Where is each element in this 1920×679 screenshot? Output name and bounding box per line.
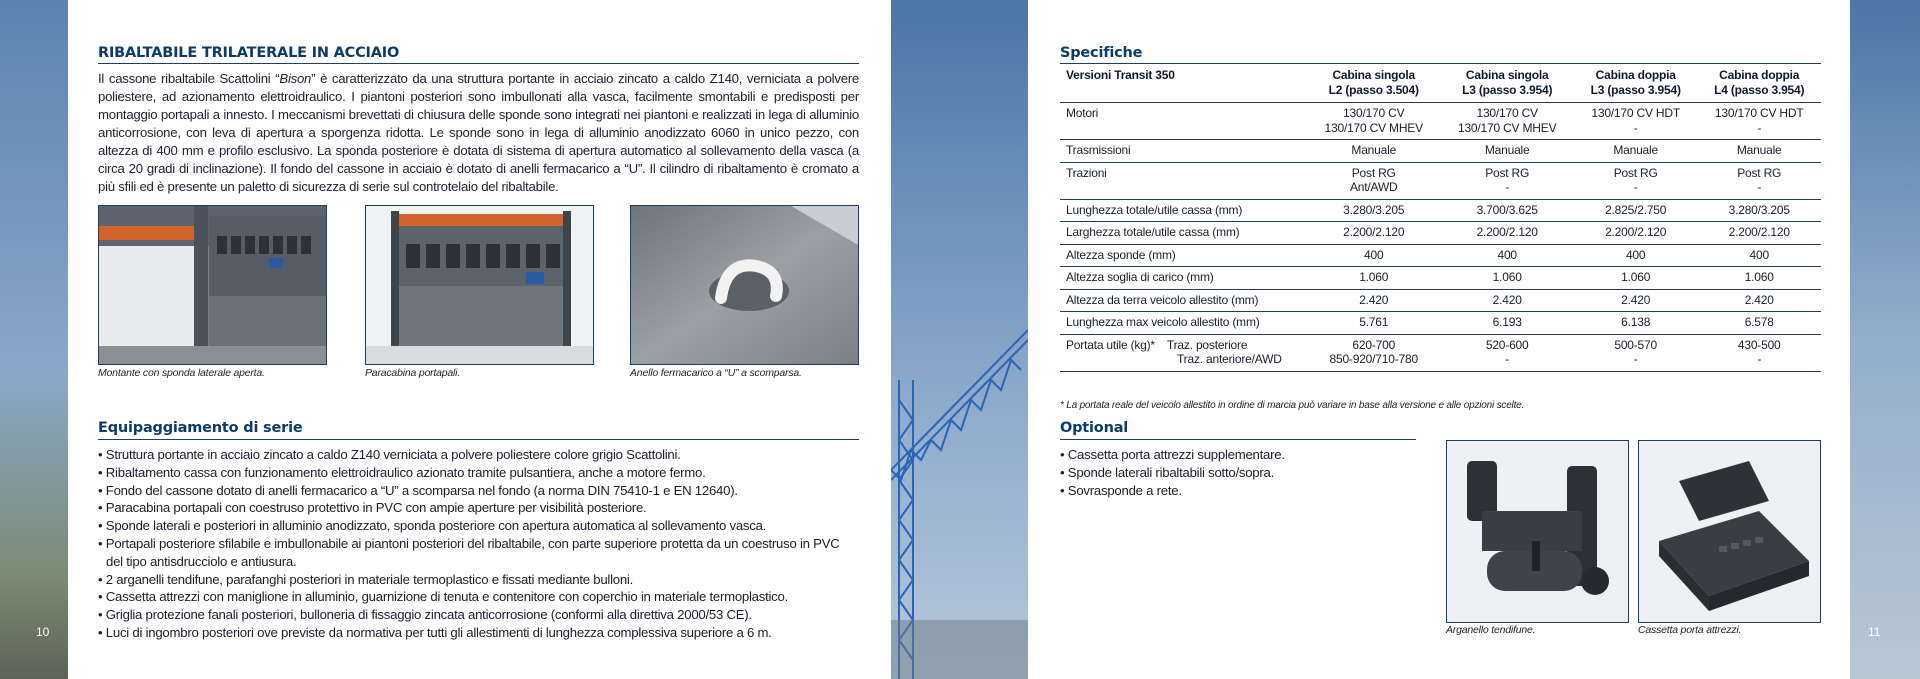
cell-line: 2.825/2.750 bbox=[1605, 202, 1667, 217]
description-text-rest: ” è caratterizzato da una struttura portante in acciaio zincato a caldo Z140, verniciata a polvere poliestere, ad azionamento elettroidraulico. I piantoni posteriori sono imbullonati alla vasca, facilmente smontabili e predisposti per montaggio portapali a innesto. I meccanismi brevettati di chiusura delle sponde sono integrati nei piantoni e realizzati in lega di alluminio anticorrosione, con leva di apertura a sporgenza ridotta. Le sponde sono in lega di alluminio anodizzato 6060 in unico pezzo, con altezza di 400 mm e profilo esclusivo. La sponda posteriore è dotata di sistema di apertura automatico al sollevamento della vasca (a circa 20 gradi di inclinazione). Il fondo del cassone in acciaio è dotato di anelli fermacarico a “U”. Il cilindro di ribaltamento è cromato a più sfili ed è presente un paletto di sicurezza di serie sul controtelaio del ribaltabile. bbox=[98, 71, 860, 194]
cell-line: 2.200/2.120 bbox=[1728, 225, 1790, 239]
list-item: • Sponde laterali e posteriori in alluminio anodizzato, sponda posteriore con apertura automatica al sollevamento vasca. bbox=[98, 517, 859, 535]
cell-line: Post RG bbox=[1351, 165, 1396, 180]
column-header-line1: Cabina singola bbox=[1332, 68, 1415, 82]
row-label: Larghezza totale/utile cassa (mm) bbox=[1060, 222, 1307, 245]
table-footnote: * La portata reale del veicolo allestito in ordine di marcia può variare in base alla versione e alle opzioni scelte. bbox=[1060, 400, 1525, 411]
cell-line: 2.200/2.120 bbox=[1476, 225, 1538, 239]
description-brand-name: Bison bbox=[279, 71, 312, 86]
table-cell bbox=[1697, 312, 1821, 335]
cell-line: - bbox=[1757, 120, 1762, 135]
specifications-title: Specifiche bbox=[1060, 45, 1143, 61]
right-page bbox=[1028, 0, 1850, 679]
cell-line: Ant/AWD bbox=[1349, 180, 1398, 194]
column-header bbox=[1574, 64, 1698, 103]
photo-arganello bbox=[1446, 440, 1629, 623]
cell-line: 1.060 bbox=[1621, 270, 1651, 284]
column-header-line2: L2 (passo 3.504) bbox=[1328, 82, 1419, 97]
table-cell bbox=[1697, 244, 1821, 267]
payload-label-cell bbox=[1060, 334, 1307, 371]
photo-anello-fermacarico bbox=[630, 205, 859, 365]
divider bbox=[98, 63, 859, 64]
section-title-ribaltabile: RIBALTABILE TRILATERALE IN ACCIAIO bbox=[98, 45, 400, 61]
table-cell bbox=[1697, 140, 1821, 163]
table-row bbox=[1060, 312, 1821, 335]
table-cell bbox=[1574, 199, 1698, 222]
equipment-list bbox=[98, 446, 859, 642]
cell-line: 6.193 bbox=[1492, 315, 1522, 329]
table-cell bbox=[1574, 140, 1698, 163]
cell-line: - bbox=[1757, 352, 1762, 366]
table-cell bbox=[1574, 162, 1698, 199]
table-cell bbox=[1440, 103, 1573, 140]
row-label: Motori bbox=[1060, 103, 1307, 140]
table-cell bbox=[1440, 162, 1573, 199]
payload-label: Portata utile (kg)* bbox=[1066, 337, 1155, 352]
cell-line: Post RG bbox=[1613, 165, 1658, 180]
cell-line: 2.420 bbox=[1492, 292, 1522, 307]
cell-line: 130/170 CV bbox=[1476, 106, 1538, 120]
table-row bbox=[1060, 244, 1821, 267]
cell-line: 130/170 CV MHEV bbox=[1457, 120, 1557, 135]
cell-line: 1.060 bbox=[1744, 270, 1774, 284]
cell-line: 3.280/3.205 bbox=[1728, 202, 1790, 217]
row-label: Altezza sponde (mm) bbox=[1060, 244, 1307, 267]
cell-line: 2.200/2.120 bbox=[1605, 225, 1667, 239]
cell-line: Manuale bbox=[1484, 143, 1530, 157]
table-cell bbox=[1307, 162, 1440, 199]
table-row bbox=[1060, 267, 1821, 290]
cell-line: 850-920/710-780 bbox=[1329, 352, 1418, 366]
table-cell bbox=[1307, 334, 1440, 371]
table-cell bbox=[1440, 312, 1573, 335]
specifications-body bbox=[1060, 103, 1821, 335]
table-cell bbox=[1574, 267, 1698, 290]
cell-line: 500-570 bbox=[1614, 337, 1657, 352]
table-cell bbox=[1307, 312, 1440, 335]
table-cell bbox=[1574, 244, 1698, 267]
photo-cassetta bbox=[1638, 440, 1821, 623]
row-label: Trazioni bbox=[1060, 162, 1307, 199]
cell-line: 2.200/2.120 bbox=[1343, 225, 1405, 239]
cell-line: 1.060 bbox=[1359, 270, 1389, 284]
divider bbox=[1060, 439, 1416, 440]
row-label: Trasmissioni bbox=[1060, 140, 1307, 163]
table-cell bbox=[1697, 199, 1821, 222]
cell-line: - bbox=[1757, 180, 1762, 194]
table-cell bbox=[1440, 199, 1573, 222]
column-header bbox=[1697, 64, 1821, 103]
table-cell bbox=[1440, 289, 1573, 312]
cell-line: 5.761 bbox=[1359, 315, 1389, 329]
table-cell bbox=[1307, 199, 1440, 222]
table-row bbox=[1060, 162, 1821, 199]
table-cell bbox=[1574, 289, 1698, 312]
page-number-right: 11 bbox=[1868, 625, 1881, 639]
column-header-line2: L3 (passo 3.954) bbox=[1590, 82, 1681, 97]
cell-line: 2.420 bbox=[1744, 292, 1774, 307]
optional-title: Optional bbox=[1060, 420, 1129, 436]
cell-line: 130/170 CV bbox=[1343, 106, 1405, 120]
list-item: • Ribaltamento cassa con funzionamento elettroidraulico azionato tramite pulsantiera, anche a motore fermo. bbox=[98, 464, 859, 482]
cell-line: 130/170 CV HDT bbox=[1591, 106, 1680, 120]
column-header-line1: Cabina singola bbox=[1465, 68, 1549, 82]
list-item: • Cassetta porta attrezzi supplementare. bbox=[1060, 446, 1285, 464]
section-title-equipaggiamento: Equipaggiamento di serie bbox=[98, 420, 303, 436]
cell-line: 1.060 bbox=[1492, 270, 1522, 284]
table-row bbox=[1060, 140, 1821, 163]
table-cell bbox=[1440, 334, 1573, 371]
cell-line: 2.420 bbox=[1621, 292, 1651, 307]
cell-line: 3.700/3.625 bbox=[1476, 202, 1538, 217]
crane-illustration bbox=[891, 0, 1028, 679]
cell-line: 130/170 CV HDT bbox=[1714, 106, 1804, 120]
photo-caption: Cassetta porta attrezzi. bbox=[1638, 624, 1742, 636]
cell-line: 3.280/3.205 bbox=[1343, 202, 1405, 217]
specifications-table bbox=[1060, 63, 1821, 372]
table-cell bbox=[1574, 103, 1698, 140]
cell-line: 400 bbox=[1364, 247, 1384, 262]
cell-line: 620-700 bbox=[1352, 337, 1396, 352]
background-left-strip bbox=[0, 0, 68, 679]
page-number-left: 10 bbox=[36, 625, 50, 639]
description-text-start: Il cassone ribaltabile Scattolini “ bbox=[98, 71, 280, 86]
table-cell bbox=[1574, 312, 1698, 335]
cell-line: - bbox=[1633, 352, 1638, 366]
column-header bbox=[1307, 64, 1440, 103]
cell-line: 130/170 CV MHEV bbox=[1324, 120, 1423, 135]
table-row bbox=[1060, 289, 1821, 312]
cell-line: - bbox=[1633, 120, 1638, 135]
table-cell bbox=[1440, 222, 1573, 245]
table-cell bbox=[1697, 103, 1821, 140]
cell-line: 400 bbox=[1497, 247, 1517, 262]
payload-sub1: Traz. posteriore bbox=[1166, 337, 1248, 352]
table-cell bbox=[1574, 222, 1698, 245]
row-label: Lunghezza totale/utile cassa (mm) bbox=[1060, 199, 1307, 222]
column-header-line2: L4 (passo 3.954) bbox=[1714, 82, 1805, 97]
table-cell bbox=[1307, 103, 1440, 140]
list-item: • Luci di ingombro posteriori ove previste da normativa per tutti gli allestimenti di lunghezza complessiva superiore a 6 m. bbox=[98, 624, 859, 642]
list-item: • Fondo del cassone dotato di anelli fermacarico a “U” a scomparsa nel fondo (a norma DIN 75410-1 e EN 12640). bbox=[98, 482, 859, 500]
column-header-line1: Cabina doppia bbox=[1595, 68, 1676, 82]
table-row bbox=[1060, 199, 1821, 222]
table-row-payload bbox=[1060, 334, 1821, 371]
cell-line: - bbox=[1505, 180, 1510, 194]
table-header-row bbox=[1060, 64, 1821, 103]
table-header-label: Versioni Transit 350 bbox=[1060, 64, 1307, 103]
optional-list bbox=[1060, 446, 1285, 499]
list-item: • Struttura portante in acciaio zincato a caldo Z140 verniciata a polvere poliestere colore grigio Scattolini. bbox=[98, 446, 859, 464]
section-description bbox=[98, 70, 859, 196]
table-cell bbox=[1697, 334, 1821, 371]
cell-line: Post RG bbox=[1485, 165, 1530, 180]
list-item: • Sponde laterali ribaltabili sotto/sopra. bbox=[1060, 464, 1285, 482]
row-label: Altezza da terra veicolo allestito (mm) bbox=[1060, 289, 1307, 312]
cell-line: 6.578 bbox=[1744, 315, 1774, 329]
photo-paracabina bbox=[365, 205, 594, 365]
cell-line: - bbox=[1505, 352, 1510, 366]
cell-line: Post RG bbox=[1737, 165, 1782, 180]
table-cell bbox=[1440, 267, 1573, 290]
table-cell bbox=[1440, 244, 1573, 267]
table-cell bbox=[1307, 222, 1440, 245]
column-header bbox=[1440, 64, 1573, 103]
cell-line: 2.420 bbox=[1359, 292, 1389, 307]
cell-line: - bbox=[1633, 180, 1638, 194]
table-cell bbox=[1697, 267, 1821, 290]
cell-line: 6.138 bbox=[1621, 315, 1651, 329]
cell-line: 400 bbox=[1749, 247, 1769, 262]
list-item: • Cassetta attrezzi con maniglione in alluminio, guarnizione di tenuta e contenitore con coperchio in materiale termoplastico. bbox=[98, 588, 859, 606]
divider bbox=[98, 439, 859, 440]
table-row bbox=[1060, 222, 1821, 245]
left-page bbox=[68, 0, 891, 679]
table-cell bbox=[1307, 244, 1440, 267]
payload-sub2: Traz. anteriore/AWD bbox=[1177, 352, 1282, 366]
list-item: • Griglia protezione fanali posteriori, bulloneria di fissaggio zincata anticorrosione (conformi alla direttiva 2000/53 CE). bbox=[98, 606, 859, 624]
cell-line: 520-600 bbox=[1485, 337, 1529, 352]
list-item: • Sovrasponde a rete. bbox=[1060, 482, 1285, 500]
table-row bbox=[1060, 103, 1821, 140]
table-cell bbox=[1697, 222, 1821, 245]
cell-line: Manuale bbox=[1351, 143, 1397, 157]
photo-caption: Arganello tendifune. bbox=[1446, 624, 1536, 636]
photo-caption: Montante con sponda laterale aperta. bbox=[98, 367, 265, 379]
table-cell bbox=[1697, 162, 1821, 199]
cell-line: 430-500 bbox=[1737, 337, 1781, 352]
table-cell bbox=[1440, 140, 1573, 163]
table-cell bbox=[1697, 289, 1821, 312]
table-cell bbox=[1574, 334, 1698, 371]
cell-line: Manuale bbox=[1613, 143, 1658, 157]
table-cell bbox=[1307, 140, 1440, 163]
cell-line: Manuale bbox=[1736, 143, 1782, 157]
list-item: • Paracabina portapali con coestruso protettivo in PVC con ampie aperture per visibilità posteriore. bbox=[98, 499, 859, 517]
cell-line: 400 bbox=[1625, 247, 1646, 262]
column-header-line1: Cabina doppia bbox=[1719, 68, 1800, 82]
row-label: Altezza soglia di carico (mm) bbox=[1060, 267, 1307, 290]
list-item: • 2 arganelli tendifune, parafanghi posteriori in materiale termoplastico e fissati mediante bulloni. bbox=[98, 571, 859, 589]
list-item: • Portapali posteriore sfilabile e imbullonabile ai piantoni posteriori del ribaltabile, con parte superiore protetta da un coestruso in PVC del tipo antisdrucciolo e antiusura. bbox=[98, 535, 859, 571]
photo-caption: Anello fermacarico a “U” a scomparsa. bbox=[630, 367, 802, 379]
photo-montante-sponda bbox=[98, 205, 327, 365]
table-cell bbox=[1307, 267, 1440, 290]
row-label: Lunghezza max veicolo allestito (mm) bbox=[1060, 312, 1307, 335]
table-cell bbox=[1307, 289, 1440, 312]
background-right-strip bbox=[1850, 0, 1920, 679]
photo-caption: Paracabina portapali. bbox=[365, 367, 461, 379]
column-header-line2: L3 (passo 3.954) bbox=[1462, 82, 1553, 97]
